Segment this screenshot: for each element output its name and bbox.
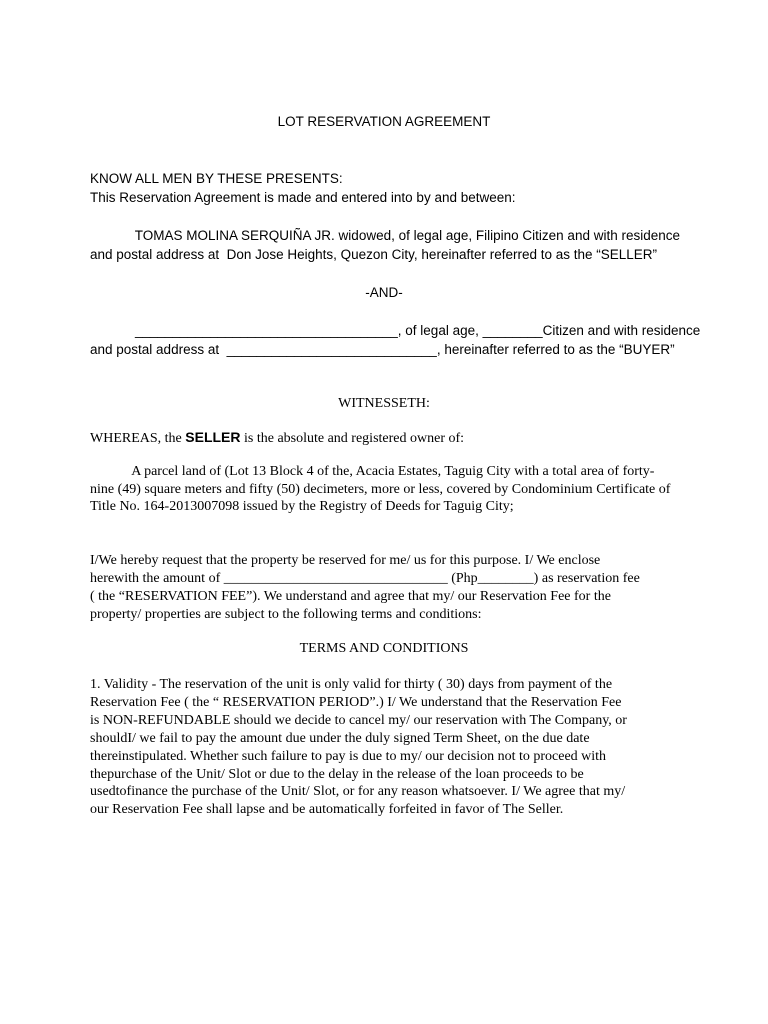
witnesseth-heading: WITNESSETH: <box>338 396 430 411</box>
intro-line: This Reservation Agreement is made and entered into by and between: <box>90 190 516 205</box>
validity-line: 1. Validity - The reservation of the unit is only valid for thirty ( 30) days from payment of the <box>90 677 613 692</box>
request-line: herewith the amount of ________________________________ (Php________) as reservation fee <box>90 571 640 586</box>
whereas-line <box>90 429 464 447</box>
validity-line: thereinstipulated. Whether such failure to pay is due to my/ our decision not to proceed with <box>90 748 607 764</box>
whereas-suffix: is the absolute and registered owner of: <box>240 431 465 446</box>
terms-heading: TERMS AND CONDITIONS <box>299 641 469 656</box>
validity-line: Reservation Fee ( the “ RESERVATION PERIOD”.) I/ We understand that the Reservation Fee <box>90 694 622 710</box>
and-separator: -AND- <box>365 285 403 300</box>
parcel-paragraph <box>90 463 670 516</box>
whereas-prefix: WHEREAS, the <box>90 431 186 446</box>
request-line: property/ properties are subject to the following terms and conditions: <box>90 607 482 622</box>
seller-line-1: TOMAS MOLINA SERQUIÑA JR. widowed, of legal age, Filipino Citizen and with residence <box>90 228 680 243</box>
validity-line: our Reservation Fee shall lapse and be automatically forfeited in favor of The Seller. <box>90 802 564 818</box>
parcel-line: Title No. 164-2013007098 issued by the Registry of Deeds for Taguig City; <box>90 499 514 514</box>
validity-line: thepurchase of the Unit/ Slot or due to the delay in the release of the loan proceeds to be <box>90 766 584 782</box>
parcel-line: nine (49) square meters and fifty (50) decimeters, more or less, covered by Condominium Certificate of <box>90 481 671 497</box>
buyer-line-1: ___________________________________, of legal age, ________Citizen and with residence <box>90 323 701 338</box>
validity-line: usedtofinance the purchase of the Unit/ Slot, or for any reason whatsoever. I/ We agree that my/ <box>90 784 626 800</box>
request-line: I/We hereby request that the property be reserved for me/ us for this purpose. I/ We enclose <box>90 553 601 568</box>
whereas-seller-bold: SELLER <box>185 429 241 445</box>
seller-line-2: and postal address at Don Jose Heights, Quezon City, hereinafter referred to as the “SELLER” <box>90 247 658 262</box>
parcel-line: A parcel land of (Lot 13 Block 4 of the, Acacia Estates, Taguig City with a total area of forty- <box>90 464 655 479</box>
validity-line: shouldI/ we fail to pay the amount due under the duly signed Term Sheet, on the due date <box>90 730 590 746</box>
document-title: LOT RESERVATION AGREEMENT <box>277 114 491 129</box>
buyer-line-2: and postal address at ____________________________, hereinafter referred to as the “BUYER” <box>90 342 675 357</box>
validity-line: is NON-REFUNDABLE should we decide to cancel my/ our reservation with The Company, or <box>90 712 627 728</box>
request-paragraph <box>90 552 670 624</box>
validity-paragraph <box>90 676 670 819</box>
know-all-line: KNOW ALL MEN BY THESE PRESENTS: <box>90 171 343 186</box>
request-line: ( the “RESERVATION FEE”). We understand and agree that my/ our Reservation Fee for the <box>90 589 611 604</box>
